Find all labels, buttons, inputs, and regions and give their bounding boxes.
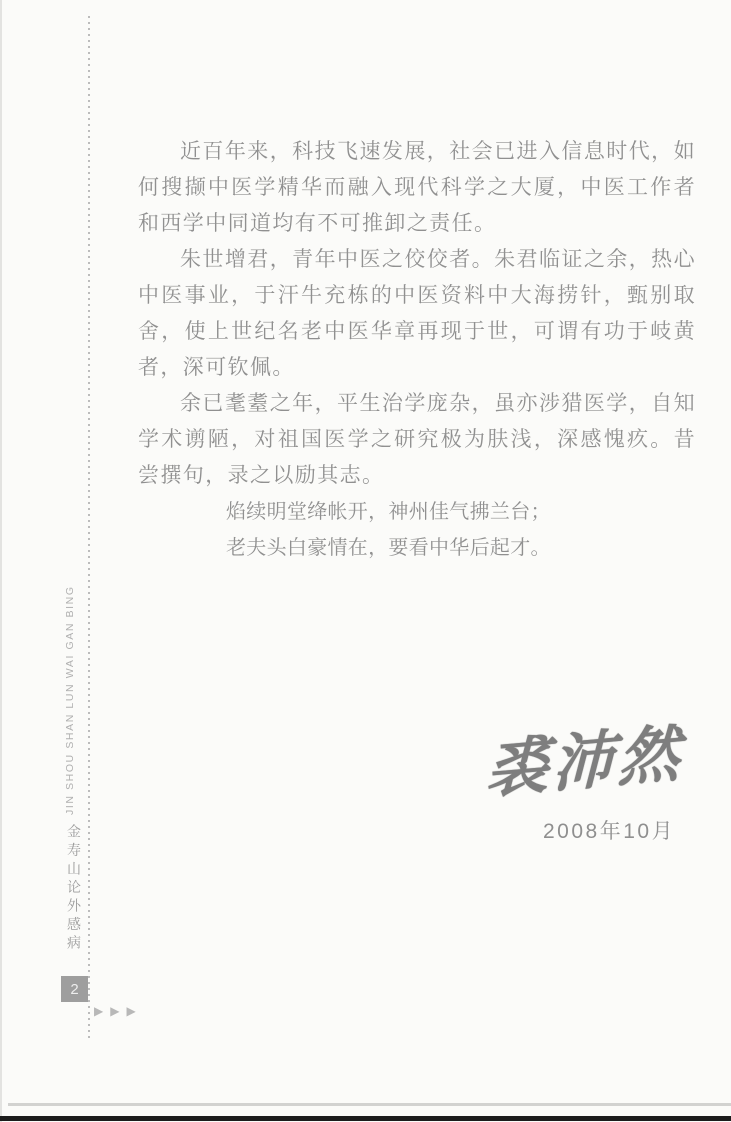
preface-paragraph: 近百年来，科技飞速发展，社会已进入信息时代，如何搜撷中医学精华而融入现代科学之大厦，中医工作者和西学中同道均有不可推卸之责任。 <box>138 140 696 235</box>
scan-bottom-bar <box>0 1116 731 1121</box>
preface-paragraph: 余已耄耋之年，平生治学庞杂，虽亦涉猎医学，自知学术谫陋，对祖国医学之研究极为肤浅，深感愧疚。昔尝撰句，录之以励其志。 <box>138 392 696 487</box>
signature-date: 2008年10月 <box>543 820 676 843</box>
sidebar-series-pinyin: JIN SHOU SHAN LUN WAI GAN BING <box>64 585 76 815</box>
page-bottom-edge <box>8 1103 731 1106</box>
preface-paragraph: 朱世增君，青年中医之佼佼者。朱君临证之余，热心中医事业，于汗牛充栋的中医资料中大海捞针，甄别取舍，使上世纪名老中医华章再现于世，可谓有功于岐黄者，深可钦佩。 <box>138 248 696 379</box>
signature-calligraphy: 裘沛然 <box>485 716 685 807</box>
poem-line-1: 焰续明堂绛帐开，神州佳气拂兰台； <box>226 501 551 523</box>
pagination-arrows-icon: ▶▶▶ <box>94 1004 143 1018</box>
scan-left-edge <box>0 0 2 1122</box>
dotted-divider <box>88 16 90 1040</box>
poem-line-2: 老夫头白豪情在，要看中华后起才。 <box>226 537 551 559</box>
sidebar-book-title: 金寿山论外感病 <box>66 824 82 954</box>
page-number-badge: 2 <box>61 976 88 1002</box>
preface-poem <box>226 494 696 566</box>
preface-body <box>138 134 696 566</box>
